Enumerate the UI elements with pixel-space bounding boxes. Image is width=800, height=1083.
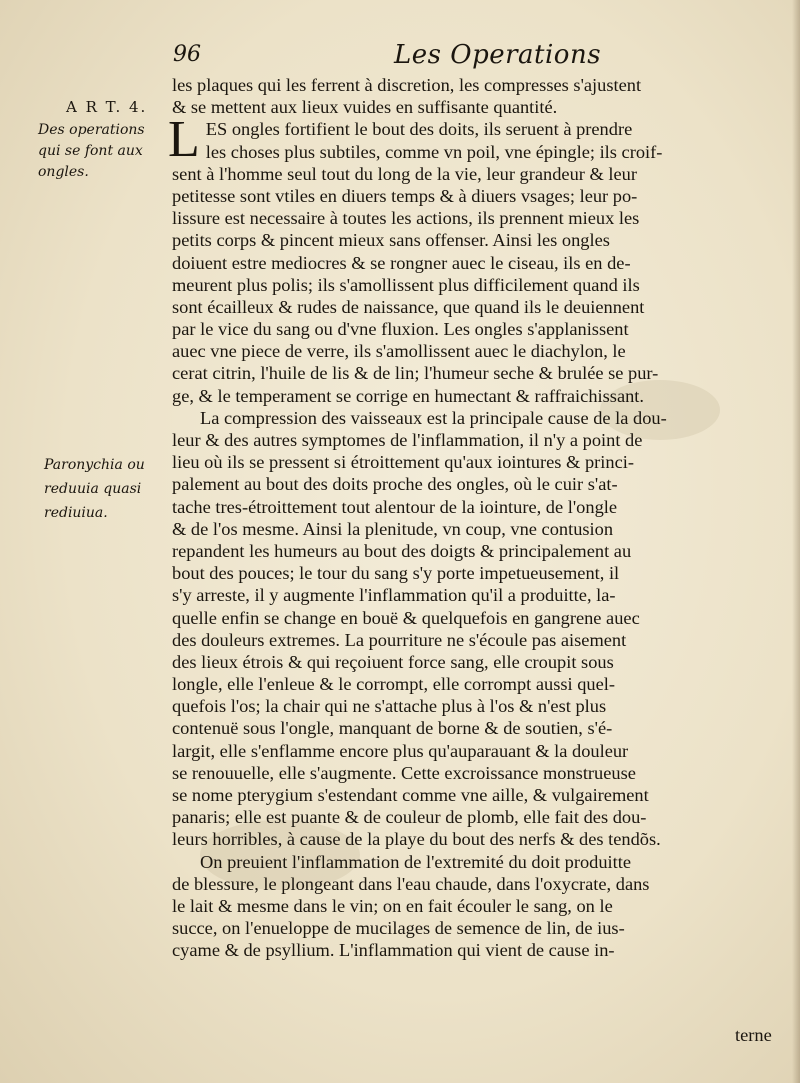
text-line: de blessure, le plongeant dans l'eau chaude, dans l'oxycrate, dans [172, 873, 650, 894]
text-line: panaris; elle est puante & de couleur de plomb, elle fait des dou- [172, 807, 647, 828]
text-line: des douleurs extremes. La pourriture ne s'écoule pas aisement [172, 629, 627, 650]
text-line: par le vice du sang ou d'vne fluxion. Les ongles s'applanissent [172, 319, 629, 340]
running-head: Les Operations [394, 40, 602, 70]
text-line: ge, & le temperament se corrige en humectant & raffraichissant. [172, 385, 645, 406]
text-line: palement au bout des doits proche des ongles, où le cuir s'at- [172, 474, 618, 495]
text-line: des lieux étrois & qui reçoiuent force sang, elle croupit sous [172, 651, 614, 672]
text-line: s'y arreste, il y augmente l'inflammation qu'il a produitte, la- [172, 585, 616, 606]
margin-note-line: Des operations [38, 122, 145, 138]
text-line: quelle enfin se change en bouë & quelquefois en gangrene auec [172, 607, 640, 628]
margin-note-line: qui se font aux [38, 143, 143, 159]
margin-note-line: ongles. [38, 164, 89, 180]
text-line: les choses plus subtiles, comme vn poil, vne épingle; ils croif- [205, 141, 663, 162]
text-line: les plaques qui les ferrent à discretion, les compresses s'ajustent [172, 75, 642, 95]
paragraph-first-line: La compression des vaisseaux est la principale cause de la dou- [200, 407, 667, 428]
text-line: petits corps & pincent mieux sans offenser. Ainsi les ongles [172, 230, 610, 251]
text-line: petitesse sont vtiles en diuers temps & à diuers vsages; leur po- [172, 185, 638, 206]
text-line: tache tres-étroittement tout alentour de la iointure, de l'ongle [172, 496, 618, 517]
text-line: leur & des autres symptomes de l'inflammation, il n'y a point de [172, 430, 643, 450]
text-line: meurent plus polis; ils s'amollissent plus difficilement quand ils [172, 274, 640, 295]
text-line: sent à l'homme seul tout du long de la vie, leur grandeur & leur [172, 163, 638, 184]
text-line: succe, on l'enueloppe de mucilages de semence de lin, de ius- [172, 918, 625, 939]
text-line: largit, elle s'enflamme encore plus qu'auparauant & la douleur [172, 740, 629, 761]
catchword: terne [735, 1025, 772, 1045]
dropcap-paragraph-start [168, 111, 772, 169]
main-text [168, 74, 772, 962]
text-line: lieu où ils se pressent si étroittement qu'aux iointures & princi- [172, 452, 634, 473]
text-line: & se mettent aux lieux vuides en suffisante quantité. [172, 97, 558, 118]
page-number: 96 [173, 42, 201, 67]
text-line: cerat citrin, l'huile de lis & de lin; l'humeur seche & brulée se pur- [172, 363, 659, 384]
page-header [0, 42, 800, 72]
text-line: longle, elle l'enleue & le corrompt, elle corrompt aussi quel- [172, 674, 616, 695]
text-line: se nome pterygium s'estendant comme vne aille, & vulgairement [172, 785, 649, 805]
text-line: auec vne piece de verre, ils s'amollissent auec le diachylon, le [172, 341, 626, 362]
text-line: contenuë sous l'ongle, manquant de borne & de soutien, s'é- [172, 718, 613, 739]
article-label: A R T. 4. [66, 98, 148, 116]
paragraph-first-line: On preuient l'inflammation de l'extremité du doit produitte [200, 851, 632, 872]
text-line: le lait & mesme dans le vin; on en fait écouler le sang, on le [172, 895, 613, 916]
drop-capital: L [168, 111, 200, 169]
text-line: doiuent estre mediocres & se rongner auec le ciseau, ils en de- [172, 252, 631, 273]
margin-note-line: rediuiua. [44, 505, 108, 521]
margin-note-line: reduuia quasi [44, 481, 142, 497]
text-line: repandent les humeurs au bout des doigts & principalement au [172, 540, 632, 561]
text-line: se renouuelle, elle s'augmente. Cette excroissance monstrueuse [172, 762, 636, 783]
text-line: & de l'os mesme. Ainsi la plenitude, vn coup, vne contusion [172, 518, 614, 539]
text-line: ES ongles fortifient le bout des doits, ils seruent à prendre [205, 119, 633, 140]
text-line: lissure est necessaire à toutes les actions, ils prennent mieux les [172, 208, 640, 229]
text-line: sont écailleux & rudes de naissance, que quand ils le deuiennent [172, 296, 645, 317]
text-line: quefois l'os; la chair qui ne s'attache plus à l'os & n'est plus [172, 696, 607, 717]
text-line: leurs horribles, à cause de la playe du bout des nerfs & des tendõs. [172, 829, 661, 850]
text-line: bout des pouces; le tour du sang s'y porte impetueusement, il [172, 563, 620, 584]
page-edge-shadow [792, 0, 800, 1083]
margin-note-line: Paronychia ou [44, 457, 145, 473]
text-line: cyame & de psyllium. L'inflammation qui vient de cause in- [172, 940, 615, 961]
